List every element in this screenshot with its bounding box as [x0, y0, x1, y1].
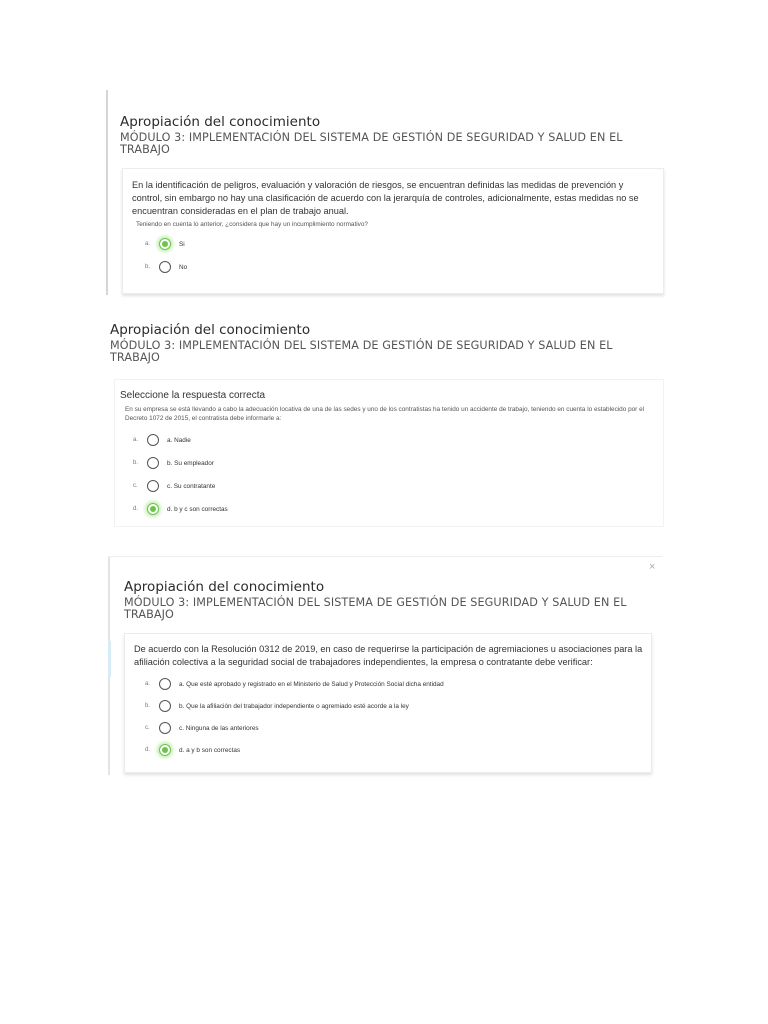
page-title: Apropiación del conocimiento — [124, 579, 325, 595]
left-divider — [106, 90, 108, 295]
page-title: Apropiación del conocimiento — [120, 114, 321, 130]
question-subtext: Teniendo en cuenta lo anterior, ¿considera que hay un incumplimiento normativo? — [136, 221, 368, 228]
left-highlight — [108, 641, 111, 677]
close-icon[interactable]: × — [649, 561, 656, 573]
option-d[interactable] — [145, 742, 240, 758]
option-a[interactable] — [145, 676, 444, 692]
option-b[interactable] — [133, 455, 214, 471]
radio-icon[interactable] — [147, 434, 159, 446]
radio-selected-icon[interactable] — [147, 503, 159, 515]
screenshot-3 — [108, 556, 662, 777]
option-letter: c. — [133, 483, 138, 489]
radio-selected-icon[interactable] — [159, 744, 171, 756]
radio-icon[interactable] — [147, 457, 159, 469]
option-label: d. a y b son correctas — [179, 746, 241, 754]
module-title: MÓDULO 3: IMPLEMENTACIÓN DEL SISTEMA DE GESTIÓN DE SEGURIDAD Y SALUD EN EL TRABAJO — [120, 131, 623, 156]
screenshot-2 — [106, 318, 662, 528]
question-card — [124, 633, 652, 773]
option-label: b. Que la afiliación del trabajador independiente o agremiado esté acorde a la ley — [179, 702, 409, 710]
question-text: En la identificación de peligros, evaluación y valoración de riesgos, se encuentran definidas las medidas de prevención y control, sin embargo no hay una clasificación de acuerdo con la jerarquía de controles, adicionalmente, estas medidas no se encuentran consideradas en el plan de trabajo anual. — [132, 180, 639, 216]
option-letter: d. — [133, 506, 139, 512]
option-a[interactable] — [133, 432, 191, 448]
radio-icon[interactable] — [159, 261, 171, 273]
page-title: Apropiación del conocimiento — [110, 322, 311, 338]
question-text: De acuerdo con la Resolución 0312 de 2019, en caso de requerirse la participación de agremiaciones u asociaciones para la afiliación colectiva a la seguridad social de trabajadores independientes, la empresa o contratante debe verificar: — [134, 644, 643, 667]
option-b[interactable] — [145, 698, 409, 714]
option-letter: b. — [133, 460, 139, 466]
option-letter: a. — [133, 437, 139, 443]
option-label: Si — [179, 240, 185, 248]
option-label: c. Ninguna de las anteriores — [179, 724, 259, 732]
radio-selected-icon[interactable] — [159, 238, 171, 250]
option-letter: b. — [145, 264, 151, 270]
option-letter: b. — [145, 703, 151, 709]
question-text: En su empresa se está llevando a cabo la adecuación locativa de una de las sedes y uno de los contratistas ha tenido un accidente de trabajo, teniendo en cuenta lo establecido por el Decreto 1072 de 2015, el contratista debe informarle a: — [125, 406, 645, 422]
option-label: a. Que esté aprobado y registrado en el Ministerio de Salud y Protección Social dicha entidad — [179, 680, 444, 688]
module-title: MÓDULO 3: IMPLEMENTACIÓN DEL SISTEMA DE GESTIÓN DE SEGURIDAD Y SALUD EN EL TRABAJO — [124, 596, 627, 621]
option-d[interactable] — [133, 501, 228, 517]
option-letter: c. — [145, 725, 150, 731]
question-card — [114, 379, 664, 527]
option-c[interactable] — [145, 720, 259, 736]
radio-icon[interactable] — [159, 722, 171, 734]
option-label: No — [179, 263, 188, 271]
option-label: c. Su contratante — [167, 482, 216, 490]
option-a[interactable] — [145, 236, 185, 252]
module-title: MÓDULO 3: IMPLEMENTACIÓN DEL SISTEMA DE GESTIÓN DE SEGURIDAD Y SALUD EN EL TRABAJO — [110, 339, 613, 364]
radio-icon[interactable] — [159, 678, 171, 690]
option-letter: d. — [145, 747, 151, 753]
radio-icon[interactable] — [147, 480, 159, 492]
option-letter: a. — [145, 681, 151, 687]
option-label: d. b y c son correctas — [167, 505, 228, 513]
option-b[interactable] — [145, 259, 187, 275]
option-c[interactable] — [133, 478, 215, 494]
option-label: a. Nadie — [167, 436, 191, 444]
radio-icon[interactable] — [159, 700, 171, 712]
option-label: b. Su empleador — [167, 459, 214, 467]
question-card — [122, 168, 664, 294]
option-letter: a. — [145, 241, 151, 247]
question-heading: Seleccione la respuesta correcta — [120, 390, 266, 401]
screenshot-1 — [106, 90, 664, 298]
